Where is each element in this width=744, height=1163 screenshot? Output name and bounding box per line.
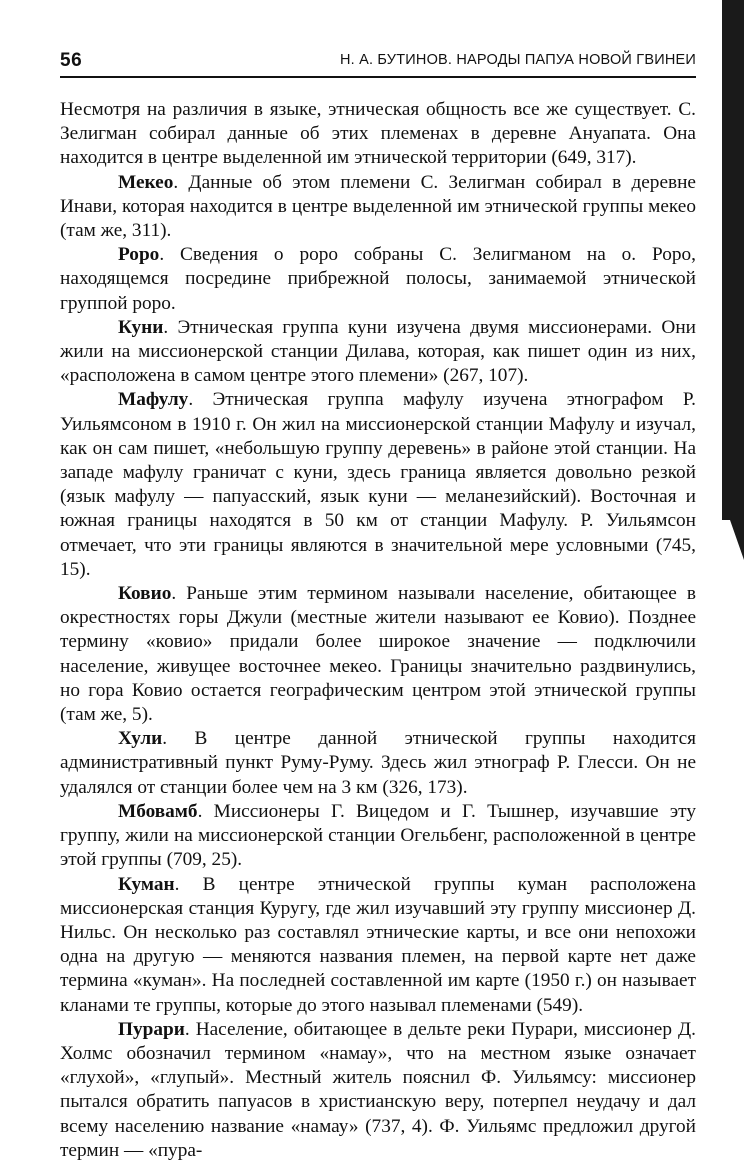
body-text [60,98,696,1163]
paragraph-kovio [60,582,696,727]
paragraph-body: . Этническая группа мафулу изучена этнографом Р. Уильямсоном в 1910 г. Он жил на миссионерской станции Мафулу и изучал, как он сам пишет, «небольшую группу деревень» в районе этой станции. На западе мафулу граничат с куни, здесь граница является довольно резкой (язык мафулу — папуасский, язык куни — меланезийский). Восточная и южная границы находятся в 50 км от станции Мафулу. Р. Уильямсон отмечает, что эти границы являются в значительной мере условными (745, 15). [60,389,696,580]
paragraph-body: Несмотря на различия в языке, этническая общность все же существует. С. Зелигман собирал данные об этих племенах в деревне Ануапата. Она находится в центре выделенной им этнической территории (649, 317). [60,99,696,169]
paragraph-body: . В центре этнической группы куман расположена миссионерская станция Куругу, где жил изучавший эту группу миссионер Д. Нильс. Он несколько раз составлял этнические карты, и все они непохожи одна на другую — меняются названия племен, на первой карте нет даже термина «куман». На последней составленной им карте (1950 г.) он называет кланами те группы, которые до этого называл племенами (549). [60,873,696,1016]
paragraph-term: Мбовамб [118,800,198,822]
scan-edge-shadow [722,0,744,520]
paragraph-body: . Данные об этом племени С. Зелигман собирал в деревне Инави, которая находится в центре выделенной им этнической группы мекео (там же, 311). [60,171,696,242]
scan-edge-shadow-tail [730,520,744,560]
paragraph-body: . Население, обитающее в дельте реки Пурари, миссионер Д. Холмс обозначил термином «намау», что на местном языке означает «глухой», «глупый». Местный житель пояснил Ф. Уильямсу: миссионер пытался обратить папуасов в христианскую веру, потерпел неудачу и дал всему населению название «намау» (737, 4). Ф. Уильямс предложил другой термин — «пура- [60,1018,696,1161]
page-header [60,48,696,78]
paragraph-term: Мекео [118,171,174,193]
paragraph-term: Роро [118,244,160,266]
paragraph-mafulu [60,388,696,582]
paragraph-term: Хули [118,728,163,750]
paragraph-body: . В центре данной этнической группы находится административный пункт Руму-Руму. Здесь жил этнограф Р. Глесси. Он не удалялся от станции более чем на 3 км (326, 173). [60,728,696,798]
paragraph-mekeo [60,171,696,244]
paragraph-body: . Этническая группа куни изучена двумя миссионерами. Они жили на миссионерской станции Дилава, которая, как пишет один из них, «расположена в самом центре этого племени» (267, 107). [60,316,696,387]
paragraph-term: Пурари [118,1018,185,1040]
paragraph-intro [60,98,696,171]
paragraph-term: Куни [118,316,164,338]
page-number: 56 [60,50,83,71]
paragraph-kuni [60,316,696,389]
running-title: Н. А. БУТИНОВ. НАРОДЫ ПАПУА НОВОЙ ГВИНЕИ [339,52,696,68]
paragraph-huli [60,727,696,800]
paragraph-kuman [60,873,696,1018]
paragraph-mbovamb [60,800,696,873]
paragraph-roro [60,243,696,316]
paragraph-term: Мафулу [118,389,189,411]
paragraph-purari [60,1018,696,1163]
paragraph-body: . Миссионеры Г. Вицедом и Г. Тышнер, изучавшие эту группу, жили на миссионерской станции Огельбенг, расположенной в центре этой группы (709, 25). [60,800,696,871]
paragraph-term: Куман [118,873,175,895]
paragraph-body: . Раньше этим термином называли население, обитающее в окрестностях горы Джули (местные жители называют ее Ковио). Позднее термину «ковио» придали более широкое значение — подключили население, живущее восточнее мекео. Границы значительно раздвинулись, но гора Ковио остается географическим центром этой этнической группы (там же, 5). [60,583,696,726]
paragraph-term: Ковио [118,583,172,605]
paragraph-body: . Сведения о роро собраны С. Зелигманом на о. Роро, находящемся посредине прибрежной полосы, занимаемой этнической группой роро. [60,244,696,314]
